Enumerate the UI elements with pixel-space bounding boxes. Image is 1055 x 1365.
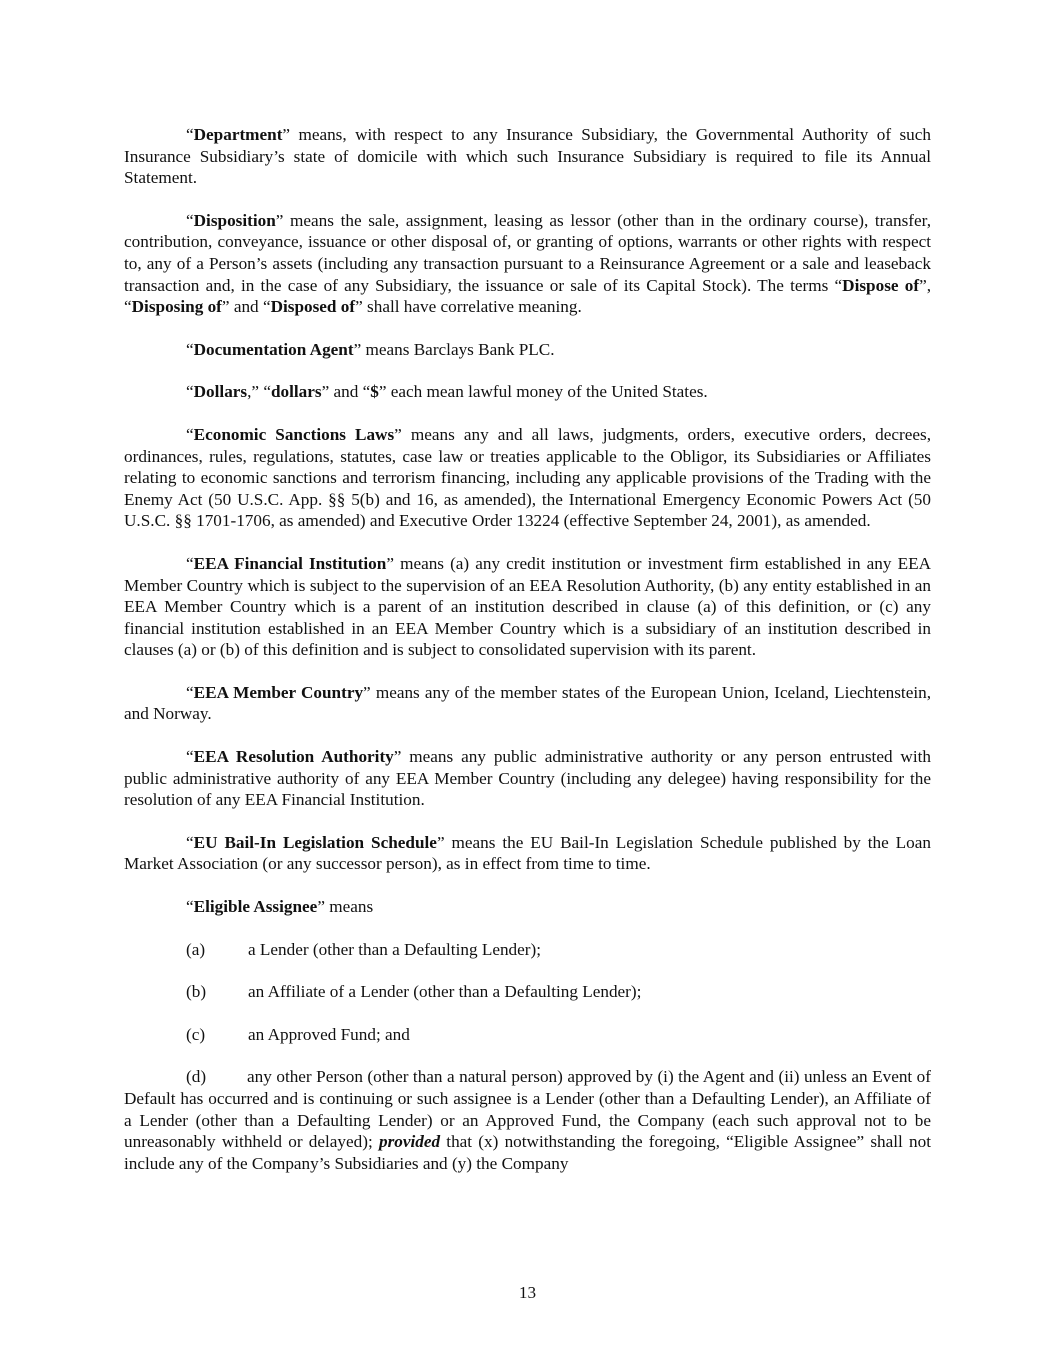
- term-department: Department: [193, 125, 283, 144]
- item-label: (a): [186, 939, 206, 959]
- list-item: [124, 981, 931, 1003]
- list-item: [124, 939, 931, 961]
- def-eligible-assignee: “Eligible Assignee” means: [186, 897, 374, 917]
- list-item-d: (d) any other Person (other than a natural person) approved by (i) the Agent and (ii) unless an Event of Default has occurred and is continuing or such assignee is a Lender (other than a Defaulting Lender), an Affiliate of a Lender (other than a Defaulting Lender) or an Approved Fund, the Company (each such approval not to be unreasonably withheld or delayed); provided that (x) notwithstanding the foregoing, “Eligible Assignee” shall not include any of the Company’s Subsidiaries and (y) the Company: [124, 1067, 931, 1173]
- def-disposition: “Disposition” means the sale, assignment, leasing as lessor (other than in the ordinary course), transfer, contribution, conveyance, issuance or other disposal of, or granting of options, warrants or other rights with respect to, any of a Person’s assets (including any transaction pursuant to a Reinsurance Agreement or a sale and leaseback transaction and, in the case of any Subsidiary, the issuance or sale of its Capital Stock). The terms “Dispose of”, “Disposing of” and “Disposed of” shall have correlative meaning.: [124, 210, 931, 317]
- def-eea-financial-institution: “EEA Financial Institution” means (a) any credit institution or investment firm established in any EEA Member Country which is subject to the supervision of an EEA Resolution Authority, (b) any entity established in an EEA Member Country which is a parent of an institution described in clause (a) of this definition, or (c) any financial institution established in an EEA Member Country which is a subsidiary of an institution described in clauses (a) or (b) of this definition and is subject to consolidated supervision with its parent.: [124, 553, 931, 660]
- document-page: [124, 124, 931, 1195]
- term-eligible-assignee: Eligible Assignee: [193, 897, 318, 917]
- term-eea-resolution-authority: EEA Resolution Authority: [193, 747, 394, 767]
- def-economic-sanctions-laws: “Economic Sanctions Laws” means any and all laws, judgments, orders, executive orders, decrees, ordinances, rules, regulations, statutes, case law or treaties applicable to the Obligor, its Subsidiaries or Affiliates relating to economic sanctions and terrorism financing, including any applicable provisions of the Trading with the Enemy Act (50 U.S.C. App. §§ 5(b) and 16, as amended), the International Emergency Economic Powers Act (50 U.S.C. §§ 1701-1706, as amended) and Executive Order 13224 (effective September 24, 2001), as amended.: [124, 424, 932, 531]
- term-eea-member-country: EEA Member Country: [193, 682, 364, 702]
- item-label: (c): [186, 1024, 206, 1044]
- item-label: (b): [186, 982, 207, 1002]
- item-text: an Approved Fund; and: [248, 1024, 410, 1044]
- def-department: “Department” means, with respect to any Insurance Subsidiary, the Governmental Authority of such Insurance Subsidiary’s state of domicile with which such Insurance Subsidiary is required to file its Annual Statement.: [124, 125, 931, 188]
- term-eea-financial-institution: EEA Financial Institution: [193, 553, 387, 573]
- def-documentation-agent: “Documentation Agent” means Barclays Bank PLC.: [186, 339, 555, 359]
- term-documentation-agent: Documentation Agent: [193, 339, 354, 359]
- def-eea-resolution-authority: “EEA Resolution Authority” means any public administrative authority or any person entrusted with public administrative authority of any EEA Member Country (including any delegee) having responsibility for the resolution of any EEA Financial Institution.: [124, 747, 931, 810]
- term-eu-bail-in-schedule: EU Bail-In Legislation Schedule: [193, 832, 437, 852]
- list-item: [124, 1024, 931, 1046]
- page-number: 13: [518, 1283, 537, 1302]
- term-economic-sanctions-laws: Economic Sanctions Laws: [193, 424, 395, 444]
- item-text: an Affiliate of a Lender (other than a Defaulting Lender);: [248, 982, 642, 1002]
- term-disposition: Disposition: [193, 210, 276, 230]
- item-text: a Lender (other than a Defaulting Lender);: [248, 939, 542, 959]
- def-eu-bail-in-schedule: “EU Bail-In Legislation Schedule” means the EU Bail-In Legislation Schedule published by the Loan Market Association (or any successor person), as in effect from time to time.: [124, 832, 931, 874]
- def-dollars: “Dollars,” “dollars” and “$” each mean lawful money of the United States.: [186, 382, 708, 402]
- item-label-d: (d): [186, 1067, 207, 1087]
- provided-emphasis: provided: [378, 1132, 441, 1152]
- def-eea-member-country: “EEA Member Country” means any of the member states of the European Union, Iceland, Liechtenstein, and Norway.: [124, 682, 931, 724]
